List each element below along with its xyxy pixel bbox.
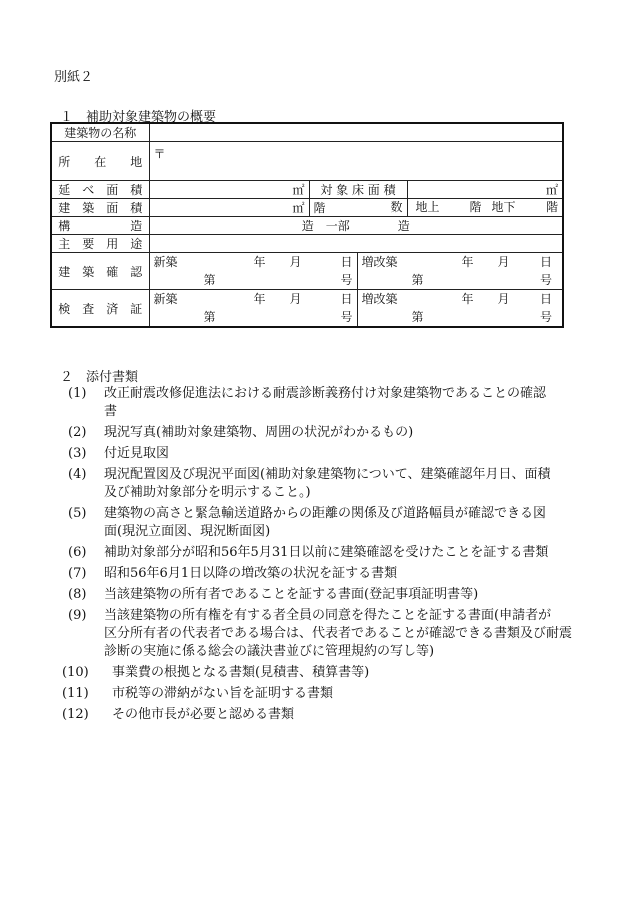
- list-item: [68, 424, 588, 442]
- item-text: 市税等の滞納がない旨を証明する書類: [112, 686, 334, 701]
- inspection-extension[interactable]: [357, 290, 563, 328]
- list-item: [68, 586, 588, 604]
- item-number: (10): [62, 665, 89, 680]
- item-text-cont: 及び補助対象部分を明示すること。): [104, 485, 311, 500]
- item-text: 補助対象部分が昭和56年5月31日以前に建築確認を受けたことを証する書類: [104, 545, 549, 560]
- dai-label: 第: [203, 310, 216, 324]
- list-item: [68, 466, 588, 502]
- item-number: (11): [62, 686, 89, 701]
- go-label: 号: [340, 273, 353, 287]
- item-text: 現況配置図及び現況平面図(補助対象建築物について、建築確認年月日、面積: [104, 467, 551, 482]
- section1-title: 補助対象建築物の概要: [86, 110, 217, 125]
- label-floors: [309, 199, 407, 217]
- above-ground-label: 地上: [415, 200, 440, 214]
- row-main-use: [51, 235, 563, 253]
- row-building-confirmation: [51, 253, 563, 290]
- sqm-unit: ㎡: [292, 201, 305, 215]
- extension-label: 増改築: [361, 292, 398, 306]
- day-label: 日: [539, 292, 552, 306]
- list-item: [62, 706, 588, 724]
- label-main-use: 主 要 用 途: [51, 235, 149, 253]
- floor-unit: 階: [469, 200, 482, 214]
- floors-count-char: 数: [390, 200, 403, 214]
- label-target-floor-area: 対 象 床 面 積: [309, 181, 407, 199]
- day-label: 日: [340, 255, 353, 269]
- month-label: 月: [289, 255, 302, 269]
- item-text-cont: 診断の実施に係る総会の議決書並びに管理規約の写し等): [104, 644, 435, 659]
- value-floors[interactable]: [407, 199, 563, 217]
- item-text-cont: 書: [104, 404, 118, 419]
- item-number: (6): [68, 545, 87, 560]
- year-label: 年: [253, 255, 266, 269]
- label-location: 所 在 地: [51, 142, 149, 181]
- label-structure: 構 造: [51, 217, 149, 235]
- item-text: 事業費の根拠となる書類(見積書、積算書等): [112, 665, 370, 680]
- label-total-floor-area: 延 べ 面 積: [51, 181, 149, 199]
- value-building-area[interactable]: [149, 199, 309, 217]
- item-text: 現況写真(補助対象建築物、周囲の状況がわかるもの): [104, 425, 414, 440]
- building-overview-table: [50, 122, 564, 328]
- label-building-area: 建 築 面 積: [51, 199, 149, 217]
- label-inspection-certificate: 検 査 済 証: [51, 290, 149, 328]
- list-item: [68, 505, 588, 541]
- extension-label: 増改築: [361, 255, 398, 269]
- value-location[interactable]: [149, 142, 563, 181]
- year-label: 年: [461, 292, 474, 306]
- item-text: 建築物の高さと緊急輸送道路からの距離の関係及び道路幅員が確認できる図: [104, 506, 547, 521]
- item-number: (3): [68, 446, 87, 461]
- structure-text: 造 一部 造: [301, 219, 410, 233]
- floor-unit: 階: [545, 200, 558, 214]
- item-number: (1): [68, 386, 87, 401]
- item-text: 当該建築物の所有権を有する者全員の同意を得たことを証する書面(申請者が: [104, 608, 552, 623]
- list-item: [62, 685, 588, 703]
- item-number: (8): [68, 587, 87, 602]
- year-label: 年: [461, 255, 474, 269]
- item-text: 当該建築物の所有者であることを証する書面(登記事項証明書等): [104, 587, 479, 602]
- floors-char: 階: [313, 201, 326, 215]
- confirm-extension[interactable]: [357, 253, 563, 290]
- go-label: 号: [539, 310, 552, 324]
- list-item: [62, 664, 588, 682]
- row-inspection-certificate: [51, 290, 563, 328]
- new-build-label: 新築: [153, 255, 178, 269]
- item-text: その他市長が必要と認める書類: [112, 707, 295, 722]
- month-label: 月: [289, 292, 302, 306]
- label-building-confirmation: 建 築 確 認: [51, 253, 149, 290]
- attachment-list: [62, 385, 588, 727]
- dai-label: 第: [203, 273, 216, 287]
- go-label: 号: [340, 310, 353, 324]
- year-label: 年: [253, 292, 266, 306]
- item-number: (9): [68, 608, 87, 623]
- item-text-cont: 区分所有者の代表者である場合は、代表者であることが確認できる書類及び耐震: [104, 626, 573, 641]
- value-target-floor-area[interactable]: [407, 181, 563, 199]
- inspection-new-build[interactable]: [149, 290, 357, 328]
- confirm-new-build[interactable]: [149, 253, 357, 290]
- dai-label: 第: [411, 310, 424, 324]
- item-text: 改正耐震改修促進法における耐震診断義務付け対象建築物であることの確認: [104, 386, 547, 401]
- section2-heading: [60, 366, 138, 385]
- list-item: [68, 445, 588, 463]
- item-number: (2): [68, 425, 87, 440]
- item-text: 付近見取図: [104, 446, 170, 461]
- below-ground-label: 地下: [491, 200, 516, 214]
- sqm-unit: ㎡: [292, 183, 305, 197]
- value-main-use[interactable]: [149, 235, 563, 253]
- section2-title: 添付書類: [86, 370, 139, 385]
- item-text: 昭和56年6月1日以降の増改築の状況を証する書類: [104, 566, 398, 581]
- row-building-area: [51, 199, 563, 217]
- dai-label: 第: [411, 273, 424, 287]
- value-total-floor-area[interactable]: [149, 181, 309, 199]
- item-number: (5): [68, 506, 87, 521]
- row-location: [51, 142, 563, 181]
- item-text-cont: 面(現況立面図、現況断面図): [104, 524, 271, 539]
- month-label: 月: [497, 255, 510, 269]
- sqm-unit: ㎡: [545, 183, 558, 197]
- value-building-name[interactable]: [149, 123, 563, 142]
- item-number: (4): [68, 467, 87, 482]
- month-label: 月: [497, 292, 510, 306]
- day-label: 日: [340, 292, 353, 306]
- row-floor-area: [51, 181, 563, 199]
- list-item: [68, 544, 588, 562]
- document-label: 別紙２: [54, 70, 94, 85]
- value-structure[interactable]: [149, 217, 563, 235]
- section1-number: １: [60, 110, 74, 125]
- item-number: (12): [62, 707, 89, 722]
- new-build-label: 新築: [153, 292, 178, 306]
- row-building-name: [51, 123, 563, 142]
- postal-mark: 〒: [153, 147, 166, 161]
- list-item: [68, 607, 588, 661]
- row-structure: [51, 217, 563, 235]
- list-item: [68, 385, 588, 421]
- day-label: 日: [539, 255, 552, 269]
- list-item: [68, 565, 588, 583]
- go-label: 号: [539, 273, 552, 287]
- section2-number: ２: [60, 370, 74, 385]
- label-building-name: 建築物の名称: [51, 123, 149, 142]
- item-number: (7): [68, 566, 87, 581]
